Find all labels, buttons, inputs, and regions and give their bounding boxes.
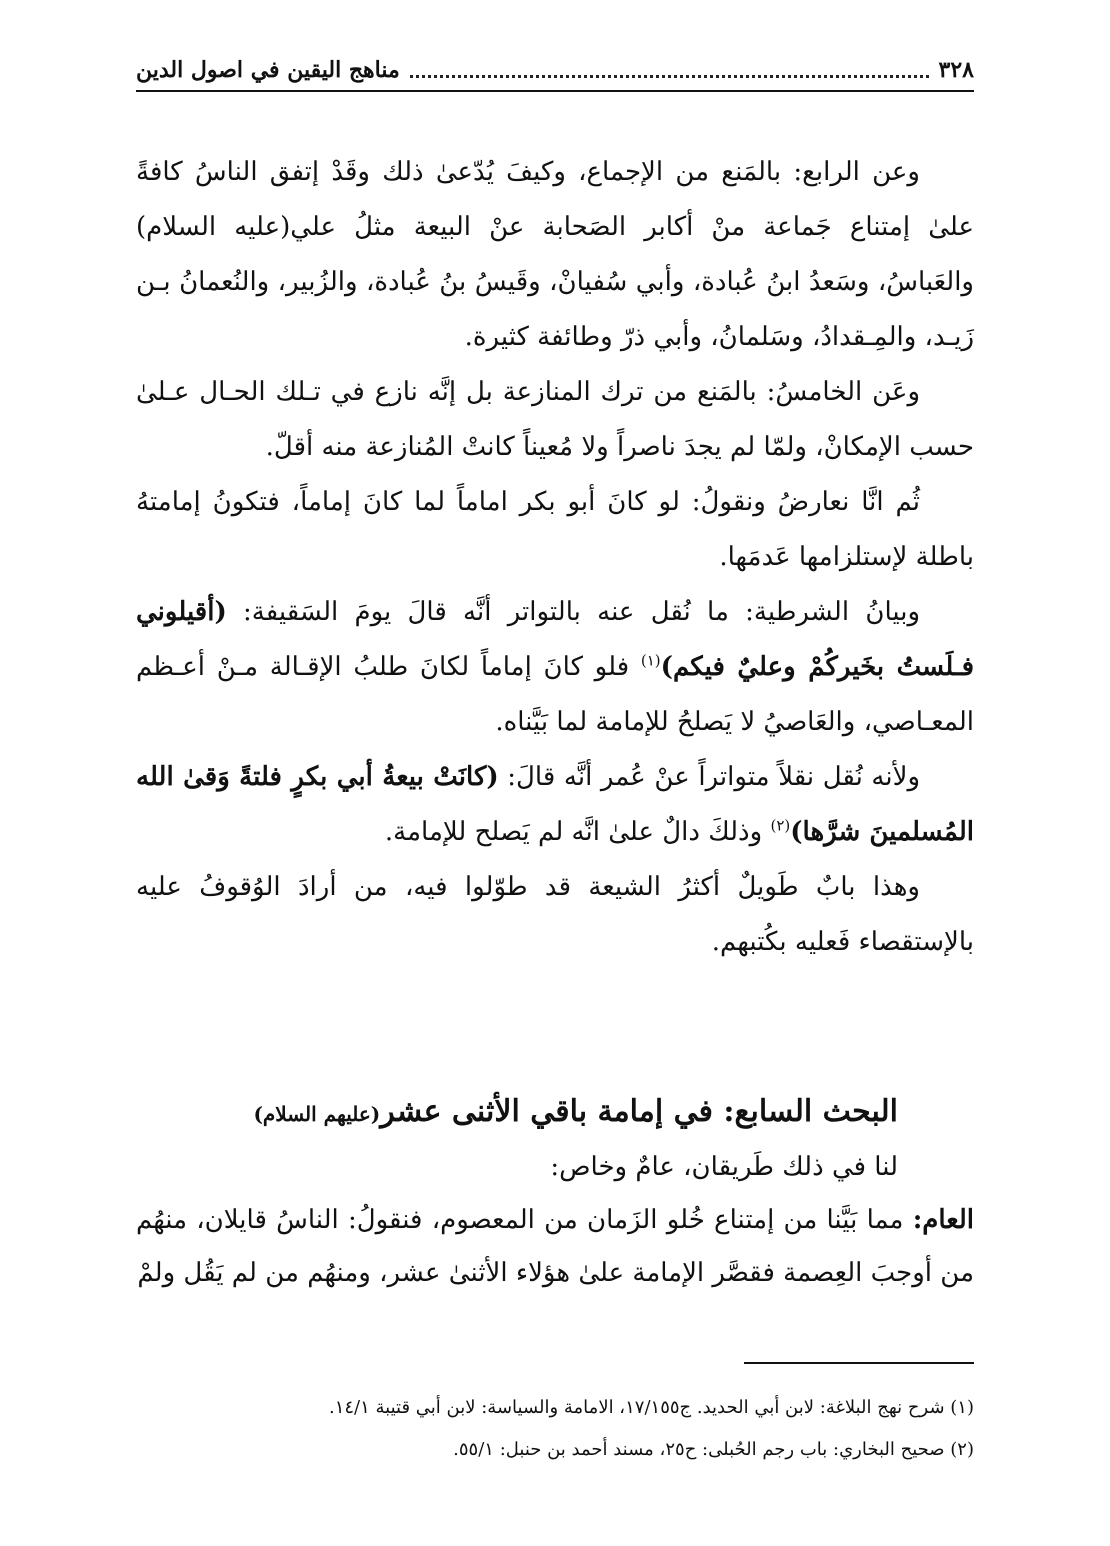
- paragraph-text: فلو كانَ إماماً لكانَ طلبُ الإقـالة مـنْ أعـظم المعـاصي، والعَاصيُ لا يَصلحُ للإمامة لما بَيَّناه.: [136, 652, 974, 737]
- general-method-paragraph: [136, 1194, 974, 1300]
- paragraph-text: وبيانُ الشرطية: ما نُقل عنه بالتواتر أنَّه قالَ يومَ السَقيفة:: [243, 597, 921, 627]
- footnote-ref-1[interactable]: (١): [640, 651, 661, 670]
- quote-text: (كانَتْ بيعةُ أبي بكرٍ فلتةً وَقىٰ الله المُسلمينَ شرَّها): [136, 762, 974, 847]
- section-seven: [136, 1085, 974, 1300]
- paragraph-umar-quote: [136, 750, 974, 860]
- footnote-2: (٢) صحيح البخاري: باب رجم الحُبلى: ح٢٥، مسند أحمد بن حنبل: ٥٥/١.: [453, 1439, 974, 1460]
- section-intro: لنا في ذلك طَريقان، عامٌ وخاص:: [550, 1152, 898, 1182]
- paragraph-closing: وهذا بابٌ طَويلٌ أكثرُ الشيعة قد طوّلوا فيه، من أرادَ الوُقوفُ عليه بالإستقصاء فَعليه بكُتبهم.: [136, 872, 974, 957]
- main-text: [136, 145, 974, 970]
- book-title: مناهج اليقين في اصول الدين: [136, 57, 400, 83]
- footnote-1: (١) شرح نهج البلاغة: لابن أبي الحديد. ج١٧/١٥٥، الامامة والسياسة: لابن أبي قتيبة ١٤/١.: [328, 1397, 974, 1418]
- footnote-separator: [744, 1362, 974, 1364]
- footnote-ref-2[interactable]: (٢): [770, 816, 791, 835]
- paragraph-fifth-reply: وعَن الخامسُ: بالمَنع من ترك المنازعة بل إنَّه نازع في تـلك الحـال عـلىٰ حسب الإمكانْ، ولمّا لم يجدَ ناصراً ولا مُعيناً كانتْ المُنازعة منه أقلّ.: [136, 377, 974, 462]
- page-number: ٣٢٨: [938, 57, 974, 83]
- section-heading: [136, 1085, 974, 1141]
- header-dot-leader: [410, 75, 929, 78]
- quote-text: (أقيلوني فـلَستُ بخَيركُمْ وعليٌ فيكم): [136, 597, 975, 682]
- paragraph-text: وذلكَ دالٌ علىٰ انَّه لم يَصلح للإمامة.: [384, 817, 763, 847]
- section-heading-text: البحث السابع: في إمامة باقي الأثنى عشر: [380, 1094, 898, 1129]
- paragraph-conditional-statement: [136, 585, 974, 750]
- section-heading-suffix: (عليهم السلام): [253, 1102, 381, 1126]
- running-header: [136, 50, 974, 92]
- general-method-text: مما بَيَّنا من إمتناع خُلو الزَمان من المعصوم، فنقولُ: الناسُ قايلان، منهُم من أوجبَ العِصمة فقصَّر الإمامة علىٰ هؤلاء الأثنىٰ عشر، ومنهُم من لم يَقُل ولمْ: [136, 1205, 974, 1288]
- footnotes: [136, 1387, 974, 1471]
- paragraph-fourth-reply: وعن الرابع: بالمَنع من الإجماع، وكيفَ يُدّعىٰ ذلك وقَدْ إتفق الناسُ كافةً علىٰ إمتناع جَماعة منْ أكابر الصَحابة عنْ البيعة مثلُ علي(عليه السلام) والعَباسُ، وسَعدُ ابنُ عُبادة، وأبي سُفيانْ، وقَيسُ بنُ عُبادة، والزُبير، والنُعمانُ بـن زَيـد، والمِـقدادُ، وسَلمانُ، وأبي ذرّ وطائفة كثيرة.: [136, 157, 974, 352]
- paragraph-text: ولأنه نُقل نقلاً متواتراً عنْ عُمر أنَّه قالَ:: [507, 762, 920, 792]
- paragraph-counter-argument: ثُم انَّا نعارضُ ونقولُ: لو كانَ أبو بكر اماماً لما كانَ إماماً، فتكونُ إمامتهُ باطلة لإستلزامها عَدمَها.: [136, 487, 974, 572]
- general-method-label: العام:: [912, 1205, 974, 1235]
